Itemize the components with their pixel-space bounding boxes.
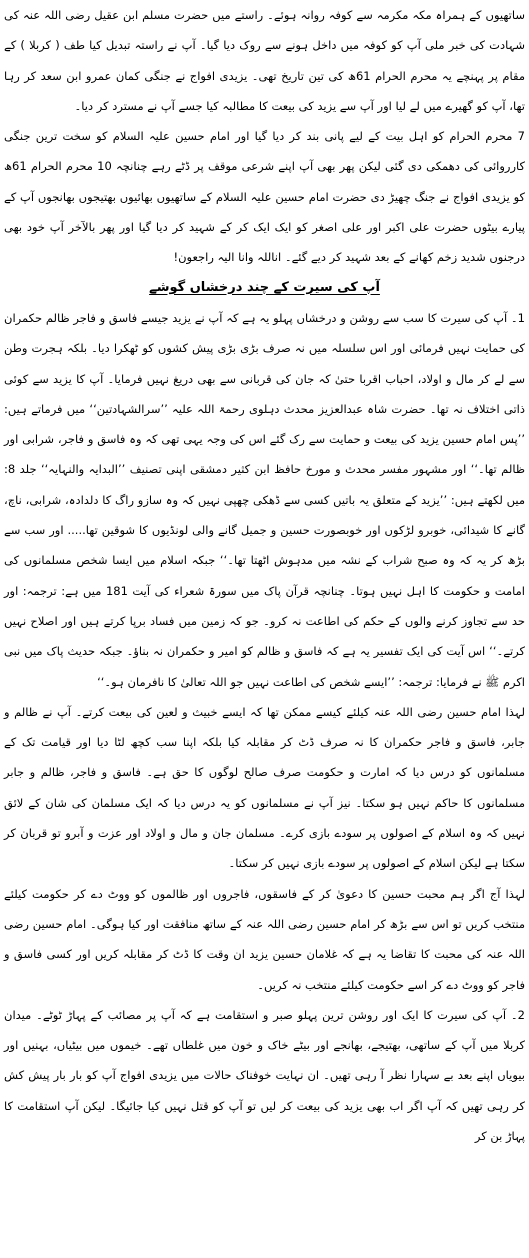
section-heading: [4, 273, 525, 303]
paragraph-point-2: 2۔ آپ کی سیرت کا ایک اور روشن ترین پہلو صبر و استقامت ہے کہ آپ پر مصائب کے پہاڑ ٹوٹے۔ میدان کربلا میں آپ کے ساتھی، بھتیجے، بھانجے اور بیٹے خاک و خون میں غلطاں تھے۔ خیموں میں بیٹیاں، بہنیں اور بیویاں اپنے بعد بے سہارا نظر آ رہی تھیں۔ ان نہایت خوفناک حالات میں یزیدی افواج آپ کو بار بار پیش کش کر رہی تھیں کہ آپ اگر اب بھی یزید کی بیعت کر لیں تو آپ کو قتل نہیں کیا جائیگا۔ لیکن آپ استقامت کا پہاڑ بن کر: [4, 1007, 525, 1143]
paragraph-ashura: 7 محرم الحرام کو اہل بیت کے لیے پانی بند کر دیا گیا اور امام حسین علیہ السلام کو سخت ترین جنگی کارروائی کی دھمکی دی گئی لیکن پھر بھی آپ اپنے شرعی موقف پر ڈٹے رہے چنانچہ 10 محرم الحرام 61ھ کو یزیدی افواج نے جنگ چھیڑ دی حضرت امام حسین علیہ السلام کے ساتھیوں بھائیوں بھتیجوں بھانجوں آپ کے پیارے بیٹوں حضرت علی اکبر اور علی اصغر کو ایک ایک کر کے شہید کر دیا گیا اور پھر بالآخر آپ خود بھی درجنوں شدید زخم کھانے کے بعد شہید کر دیے گئے۔ اناللہ وانا الیہ راجعون!: [4, 129, 525, 265]
paragraph-today: لہذا آج اگر ہم محبت حسین کا دعویٰ کر کے فاسقوں، فاجروں اور ظالموں کو ووٹ دے کر حکومت کیلئے منتخب کریں تو اس سے بڑھ کر امام حسین رضی اللہ عنہ کے ساتھ منافقت اور کیا ہوگی۔ امام حسین رضی اللہ عنہ کی محبت کا تقاضا یہ ہے کہ غلامان حسین یزید ان وقت کا ڈٹ کر مقابلہ کریں اور کسی فاسق و فاجر کو ووٹ دے کر اسے حکومت کیلئے منتخب نہ کریں۔: [4, 886, 525, 992]
paragraph-lesson: لہذا امام حسین رضی اللہ عنہ کیلئے کیسے ممکن تھا کہ ایسے خبیث و لعین کی بیعت کرتے۔ آپ نے ظالم و جابر، فاسق و فاجر حکمران کا نہ صرف ڈٹ کر مقابلہ کیا بلکہ اپنا سب کچھ لٹا دیا اور قیامت تک کے مسلمانوں کو درس دیا کہ امارت و حکومت صرف صالح لوگوں کا حق ہے۔ فاسق و فاجر، ظالم و جابر مسلمانوں کا حاکم نہیں ہو سکتا۔ نیز آپ نے مسلمانوں کو یہ درس دیا کہ ایک مسلمان کی شان کے لائق نہیں کہ وہ اسلام کے اصولوں پر سودے بازی کرے۔ مسلمان جان و مال و اولاد اور عزت و آبرو تو قربان کر سکتا ہے لیکن اسلام کے اصولوں پر سودے بازی نہیں کر سکتا۔: [4, 704, 525, 871]
paragraph-point-1: 1۔ آپ کی سیرت کا سب سے روشن و درخشاں پہلو یہ ہے کہ آپ نے یزید جیسے فاسق و فاجر ظالم حکمران کی حمایت نہیں فرمائی اور اس سلسلہ میں نہ صرف بڑی بڑی پیش کشوں کو ٹھکرا دیا۔ بلکہ ہجرت وطن سے لے کر مال و اولاد، احباب اقربا حتیٰ کہ جان کی قربانی سے بھی دریغ نہیں فرمایا۔ آپ کا یزید سے کوئی ذاتی اختلاف نہ تھا۔ حضرت شاہ عبدالعزیز محدث دہلوی رحمۃ اللہ علیہ ’’سرالشہادتین‘‘ میں فرماتے ہیں: ’’پس امام حسین یزید کی بیعت و حمایت سے رک گئے اس کی وجہ یہی تھی کہ وہ فاسق و فاجر، شرابی اور ظالم تھا۔‘‘ اور مشہور مفسر محدث و مورخ حافظ ابن کثیر دمشقی اپنی تصنیف ’’البدایہ والنہایہ‘‘ جلد 8: میں لکھتے ہیں: ’’یزید کے متعلق یہ باتیں کسی سے ڈھکی چھپی نہیں کہ وہ سازو راگ کا دلدادہ، شرابی، ناچ، گانے کا شیدائی، خوبرو لڑکوں اور خوبصورت حسین و جمیل گانے والی لونڈیوں کا شوقین تھا..... اور سب سے بڑھ کر یہ کہ وہ صبح شراب کے نشہ میں مدہوش اٹھتا تھا۔‘‘ جبکہ اسلام میں ایسا شخص مسلمانوں کی امامت و حکومت کا اہل نہیں ہوتا۔ چنانچہ قرآن پاک میں سورۃ شعراء کی آیت 181 میں ہے: ترجمہ: اور حد سے تجاوز کرنے والوں کے حکم کی اطاعت نہ کرو۔ جو کہ زمین میں فساد برپا کرتے ہیں اور اصلاح نہیں کرتے۔‘‘ اس آیت کی ایک تفسیر یہ ہے کہ فاسق و ظالم کو امیر و حکمران نہ بناؤ۔ جبکہ حدیث پاک میں نبی اکرم ﷺ نے فرمایا: ترجمہ: ’’ایسے شخص کی اطاعت نہیں جو اللہ تعالیٰ کا نافرمان ہو۔‘‘: [4, 310, 525, 689]
paragraph-journey: ساتھیوں کے ہمراہ مکہ مکرمہ سے کوفہ روانہ ہوئے۔ راستے میں حضرت مسلم ابن عقیل رضی اللہ عنہ کی شہادت کی خبر ملی آپ کو کوفہ میں داخل ہونے سے روک دیا گیا۔ آپ نے راستہ تبدیل کیا طف ( کربلا ) کے مقام پر پہنچے یہ محرم الحرام 61ھ کی تین تاریخ تھی۔ یزیدی افواج نے جنگی کمان عمرو ابن سعد کر رہا تھا، آپ کو گھیرے میں لے لیا اور آپ سے یزید کی بیعت کا مطالبہ کیا جسے آپ نے مسترد کر دیا۔: [4, 8, 526, 113]
section-heading-text: آپ کی سیرت کے چند درخشاں گوشے: [149, 279, 380, 295]
